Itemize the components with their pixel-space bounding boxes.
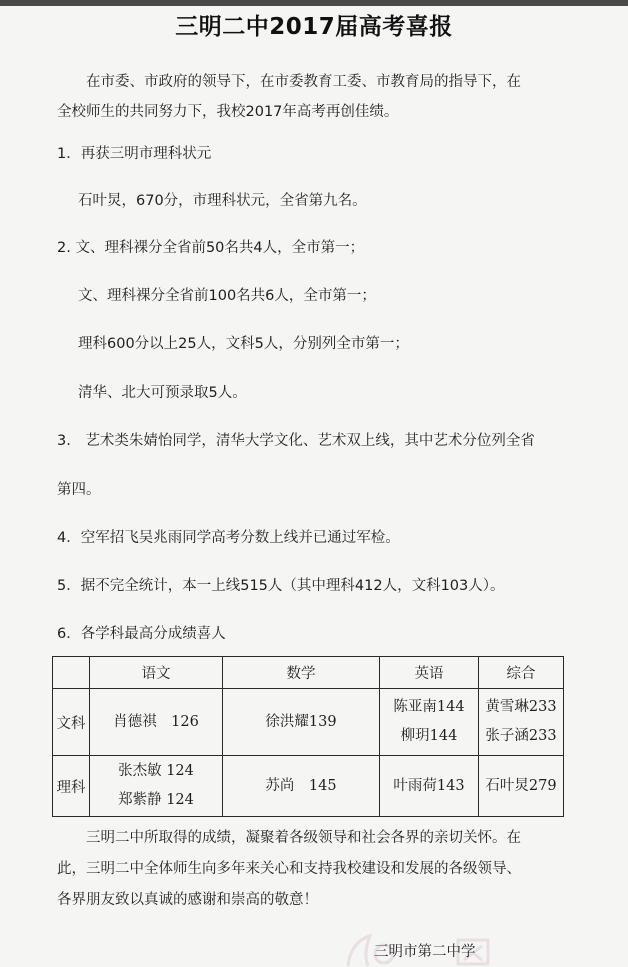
page-title: 三明二中2017届高考喜报 xyxy=(175,14,453,40)
cell-english xyxy=(380,756,479,817)
score-entry: 张杰敏 124 xyxy=(118,763,194,779)
item-2-detail-c: 清华、北大可预录取5人。 xyxy=(78,385,247,401)
signature: 三明市第二中学 xyxy=(374,944,476,960)
top-scores-table xyxy=(52,656,564,817)
score-entry: 叶雨荷143 xyxy=(393,777,465,794)
intro-line-1: 在市委、市政府的领导下，在市委教育工委、市教育局的指导下，在 xyxy=(86,74,521,90)
header-combined: 综合 xyxy=(479,657,564,689)
item-2-detail-a: 文、理科裸分全省前100名共6人，全市第一； xyxy=(78,288,376,304)
cell-chinese xyxy=(90,689,223,756)
table-header-row xyxy=(53,657,564,689)
intro-line-2: 全校师生的共同努力下，我校2017年高考再创佳绩。 xyxy=(57,104,399,120)
item-1-detail: 石叶炅，670分，市理科状元，全省第九名。 xyxy=(78,193,367,209)
score-entry: 郑紫静 124 xyxy=(118,792,194,808)
top-status-bar xyxy=(0,0,628,6)
header-math: 数学 xyxy=(223,657,380,689)
score-entry: 苏尚 145 xyxy=(265,777,337,794)
header-english: 英语 xyxy=(380,657,479,689)
item-2: 2. 文、理科裸分全省前50名共4人，全市第一； xyxy=(57,240,365,256)
score-entry: 黄雪琳233 xyxy=(485,699,557,715)
table-row xyxy=(53,756,564,817)
table-row xyxy=(53,689,564,756)
cell-combined xyxy=(479,689,564,756)
header-corner-cell xyxy=(53,657,90,689)
item-5: 5．据不完全统计，本一上线515人（其中理科412人，文科103人）。 xyxy=(57,578,505,594)
score-entry: 肖德祺 126 xyxy=(113,713,199,730)
score-entry: 徐洪耀139 xyxy=(265,713,337,730)
header-chinese: 语文 xyxy=(90,657,223,689)
item-4: 4．空军招飞吴兆雨同学高考分数上线并已通过军检。 xyxy=(57,530,400,546)
item-2-detail-b: 理科600分以上25人，文科5人，分别列全市第一； xyxy=(78,336,409,352)
watermark-swirl-icon xyxy=(348,936,370,966)
cell-math xyxy=(223,689,380,756)
score-entry: 柳玥144 xyxy=(400,728,458,744)
row-label-liberal-arts: 文科 xyxy=(53,689,90,756)
closing-line-1: 三明二中所取得的成绩，凝聚着各级领导和社会各界的亲切关怀。在 xyxy=(86,830,521,846)
closing-line-2: 此，三明二中全体师生向多年来关心和支持我校建设和发展的各级领导、 xyxy=(57,861,521,877)
item-6: 6．各学科最高分成绩喜人 xyxy=(57,626,226,642)
cell-chinese xyxy=(90,756,223,817)
score-entry: 石叶炅279 xyxy=(485,777,557,794)
item-3-continued: 第四。 xyxy=(57,482,101,498)
item-3: 3. 艺术类朱婧怡同学，清华大学文化、艺术双上线，其中艺术分位列全省 xyxy=(57,433,535,449)
score-entry: 张子涵233 xyxy=(485,728,557,744)
cell-combined xyxy=(479,756,564,817)
item-1: 1．再获三明市理科状元 xyxy=(57,146,212,162)
cell-english xyxy=(380,689,479,756)
score-entry: 陈亚南144 xyxy=(393,699,465,715)
scores-table-wrapper xyxy=(52,656,564,817)
cell-math xyxy=(223,756,380,817)
closing-line-3: 各界朋友致以真诚的感谢和崇高的敬意！ xyxy=(57,892,318,908)
row-label-science: 理科 xyxy=(53,756,90,817)
